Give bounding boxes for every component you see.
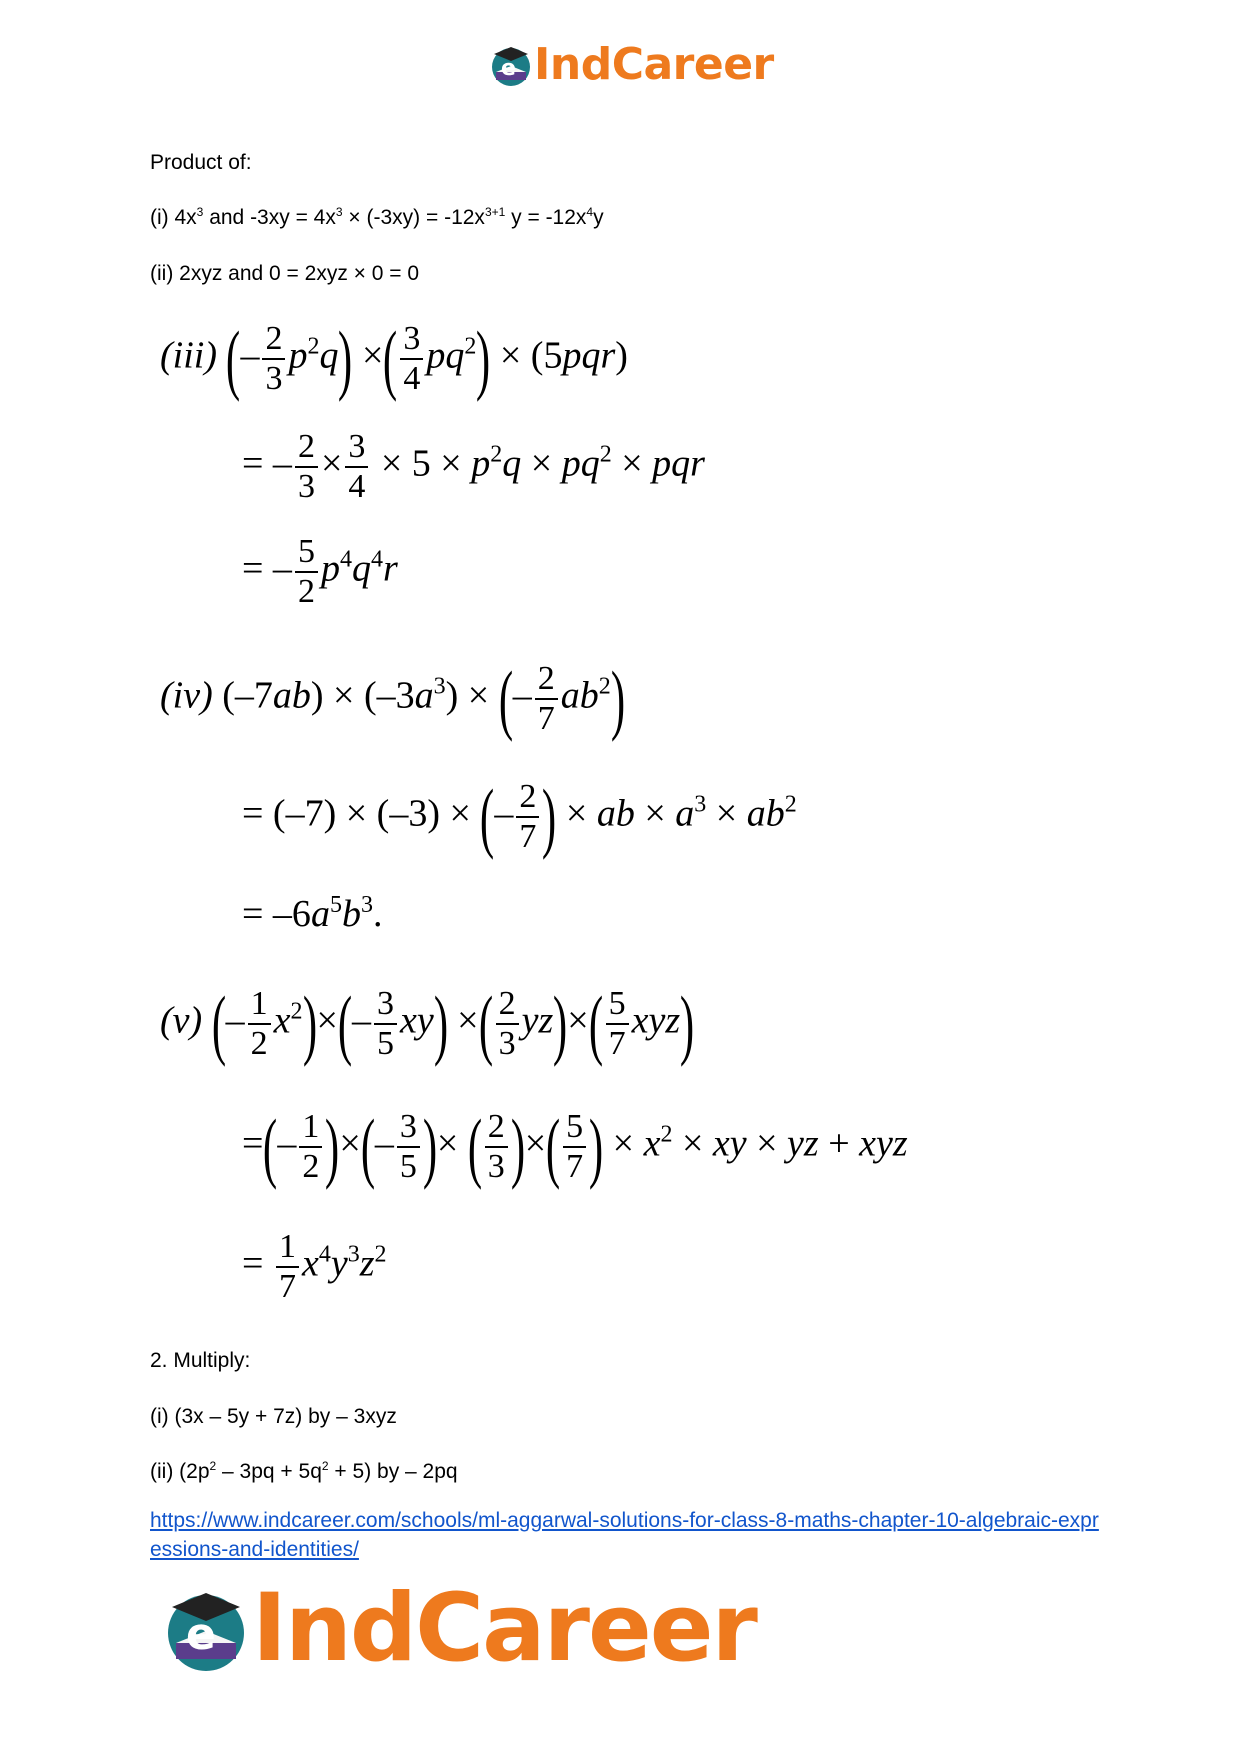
product-line-i: (i) $4x^3$ and $-3xy = 4x^3 \times (-3xy) = -12x^{3+1}$ $y = -12x^4y$ bbox=[150, 205, 604, 229]
math-iii-line1: (iii) (– $\frac{2}{3}$ $p^2q$) ×( $\frac{3}{4}$ $pq^2) \times (5pqr)$ bbox=[160, 315, 628, 402]
svg-text:e: e bbox=[186, 1609, 216, 1660]
math-iv-line1: (iv) $(-7ab) \times (-3a^3)$ × (– $\frac{2}{7}$ $ab^2$) bbox=[160, 655, 625, 742]
math-iii-line2: = – $\frac{2}{3}$ × $\frac{3}{4}$ × $5 \times p^2q \times pq^2$ × pqr bbox=[242, 428, 705, 505]
math-v-line2: =(– $\frac{1}{2}$ )×(– $\frac{3}{5}$ )× ( $\frac{2}{3}$ )×( $\frac{5}{7}$ ) × $x^2$ × xy × yz + xyz bbox=[242, 1103, 908, 1190]
svg-text:e: e bbox=[501, 56, 516, 81]
math-v-line3: = $\frac{1}{7}$ $x^4y^3z^2$ bbox=[242, 1228, 387, 1305]
product-line-ii: (ii) 2xyz and 0 = 2xyz × 0 = 0 bbox=[150, 262, 420, 285]
math-iii-line3: = – $\frac{5}{2}$ $p^4q^4r$ bbox=[242, 533, 398, 610]
graduation-book-icon bbox=[488, 42, 534, 88]
brand-name-large: IndCareer bbox=[252, 1574, 756, 1683]
indcareer-logo-top bbox=[488, 40, 774, 90]
source-link[interactable]: https://www.indcareer.com/schools/ml-aggarwal-solutions-for-class-8-maths-chapter-10-algebraic-expressions-and-identities/ bbox=[150, 1509, 1099, 1561]
math-iv-line3: = $-6a^5b^3$. bbox=[242, 892, 383, 935]
math-v-line1: (v) (– $\frac{1}{2}$ $x^2)\times(-$ $\frac{3}{5}$ xy) ×( $\frac{2}{3}$ yz)×( $\frac{5}{7}$ xyz) bbox=[160, 980, 695, 1067]
indcareer-logo-bottom bbox=[160, 1574, 756, 1683]
brand-name: IndCareer bbox=[534, 39, 774, 90]
multiply-item-ii: (ii) $(2p^2 - 3pq + 5q^2 + 5)$ by – 2pq bbox=[150, 1459, 458, 1483]
graduation-book-icon bbox=[160, 1583, 252, 1675]
product-heading: Product of: bbox=[150, 151, 252, 174]
math-iv-line2: = (–7) × (–3) × (– $\frac{2}{7}$ ) × ab × $a^3 \times ab^2$ bbox=[242, 773, 797, 860]
multiply-item-i: (i) (3x – 5y + 7z) by – 3xyz bbox=[150, 1405, 397, 1428]
multiply-heading: 2. Multiply: bbox=[150, 1349, 251, 1372]
